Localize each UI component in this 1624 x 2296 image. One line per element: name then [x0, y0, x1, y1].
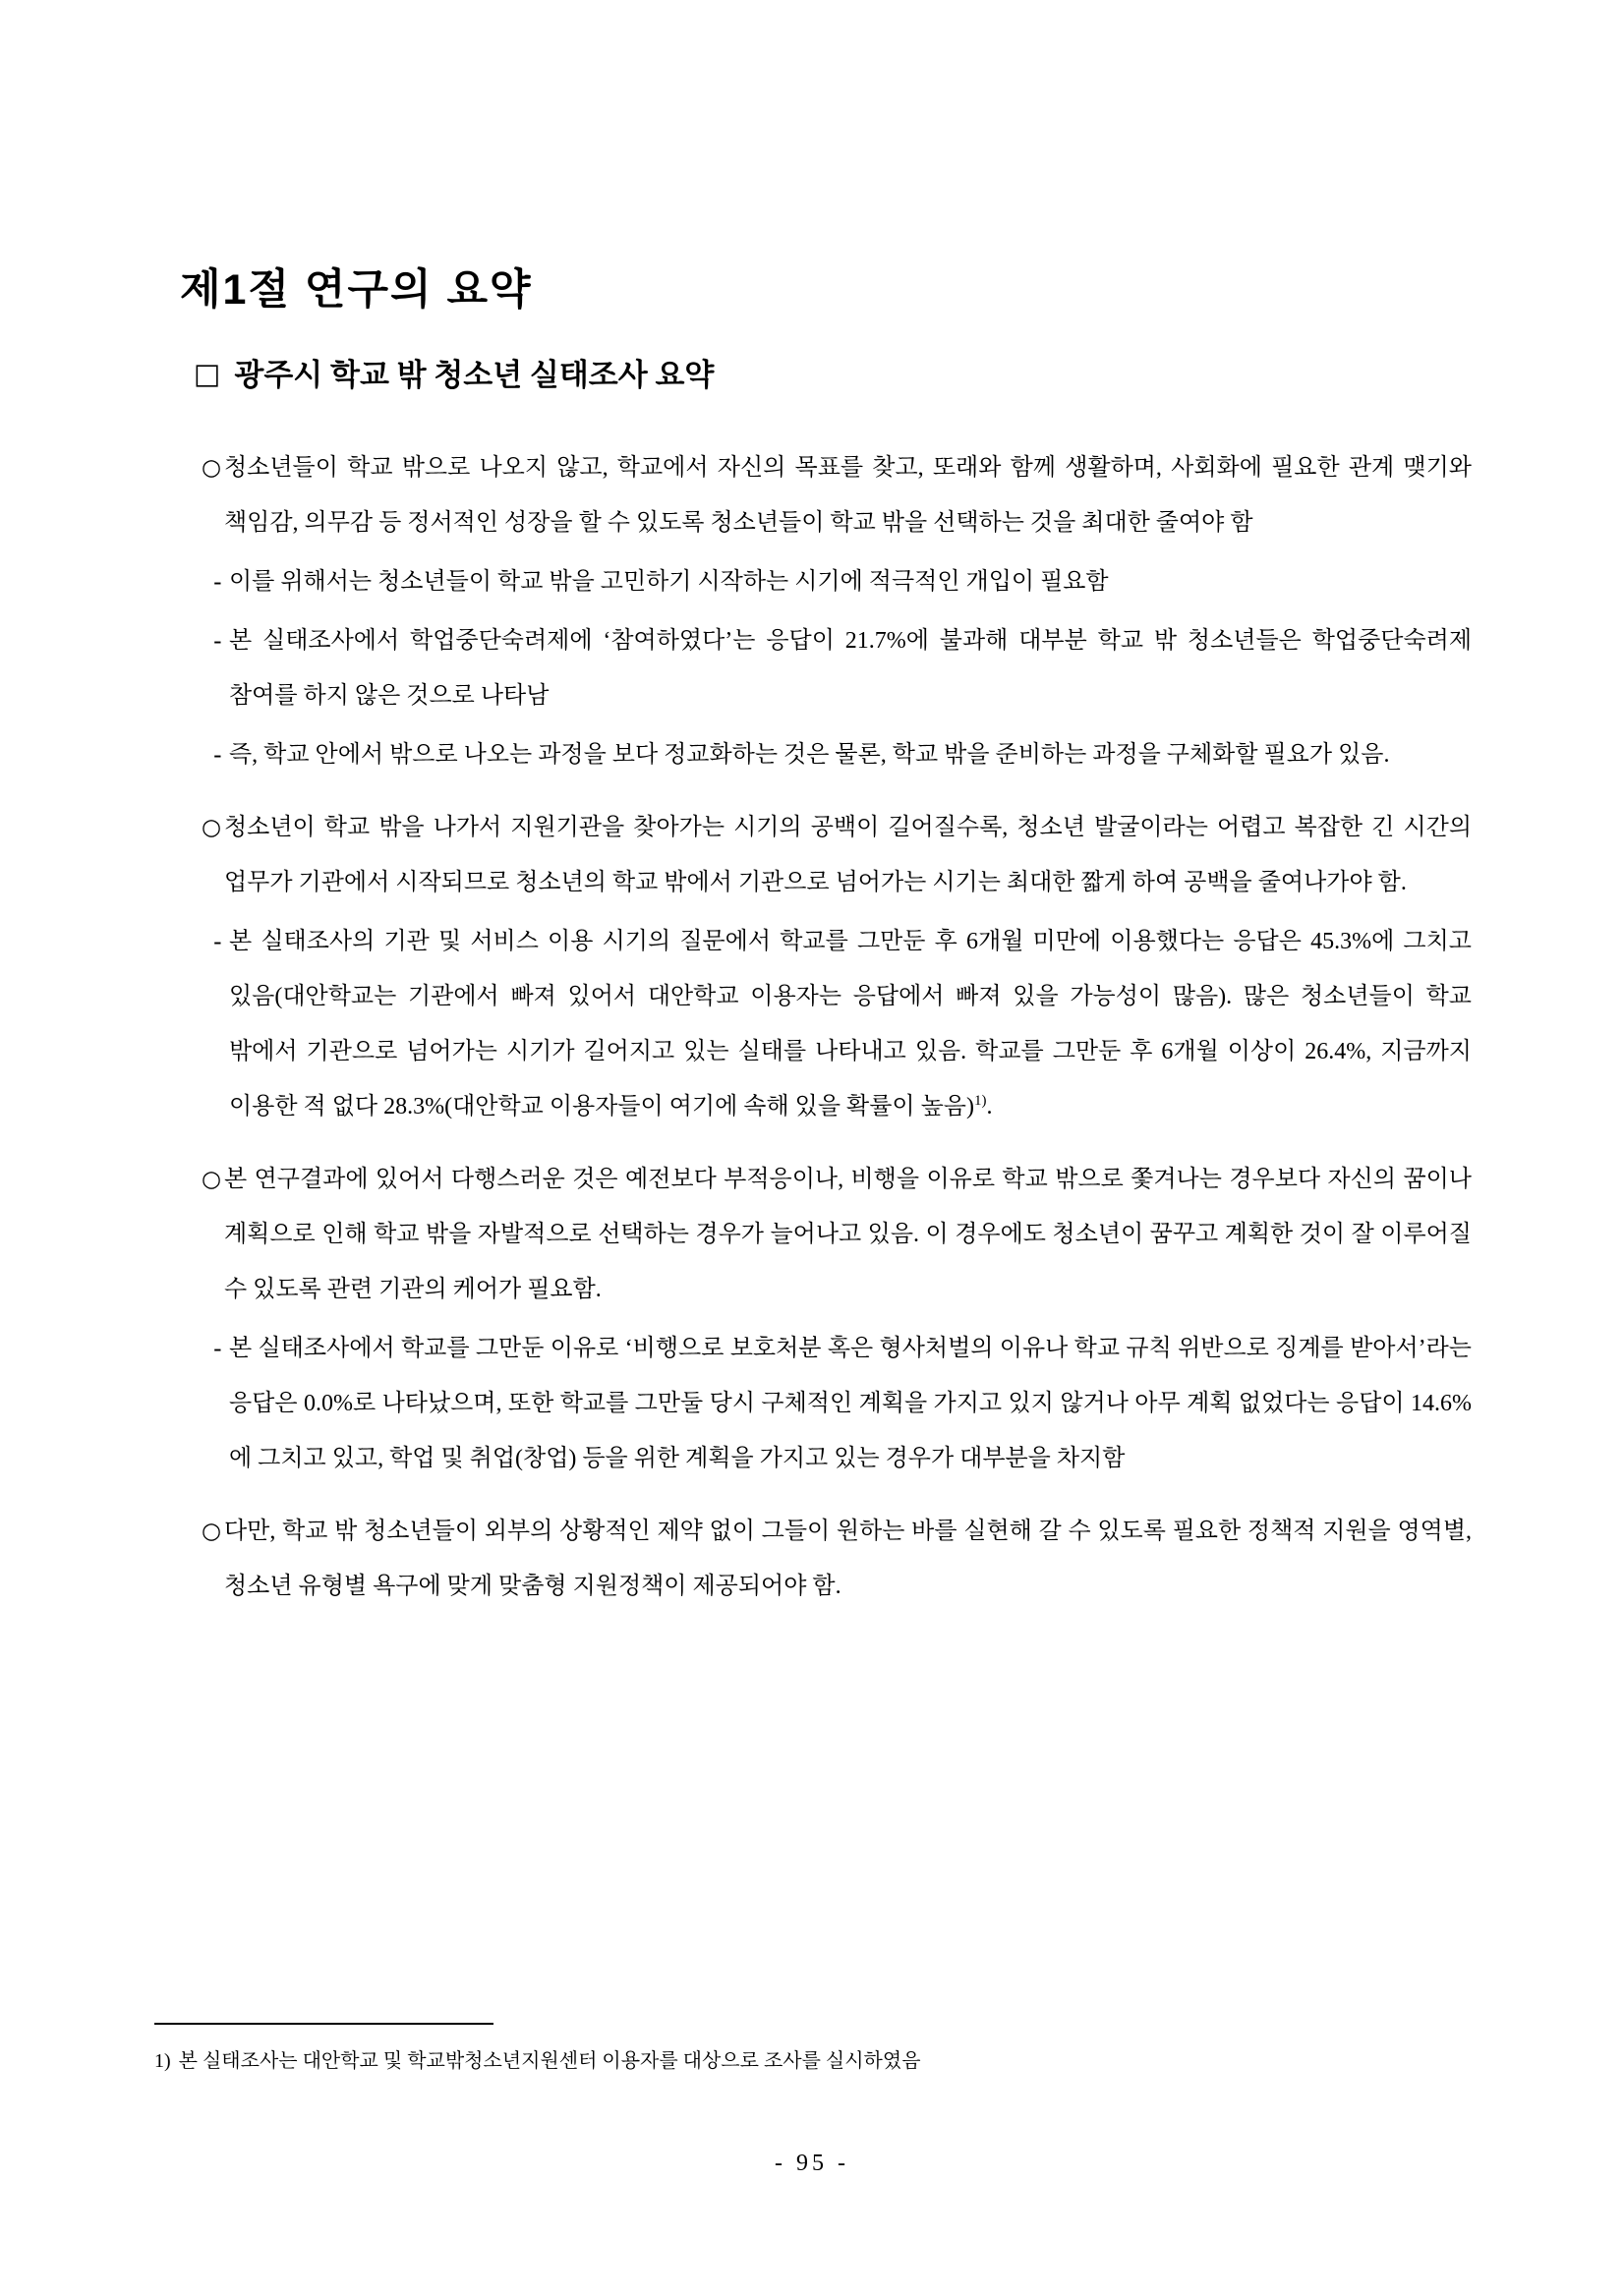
list-item [202, 1152, 1472, 1317]
bullet-text: 다만, 학교 밖 청소년들이 외부의 상황적인 제약 없이 그들이 원하는 바를 실현해 갈 수 있도록 필요한 정책적 지원을 영역별, 청소년 유형별 욕구에 맞게 맞춤형 지원정책이 제공되어야 함. [224, 1519, 1472, 1599]
footnote [154, 2046, 1472, 2076]
footnote-ref: 1) [973, 1093, 987, 1109]
page-title: 제1절 연구의 요약 [180, 265, 533, 314]
dash-bullet-icon: - [213, 928, 222, 955]
dash-bullet-icon: - [213, 568, 222, 596]
dash-bullet-icon: - [213, 741, 222, 769]
list-item [202, 554, 1472, 609]
list-item [202, 800, 1472, 910]
footnote-marker: 1) [154, 2050, 171, 2072]
dash-bullet-icon: - [213, 1335, 222, 1362]
list-item [202, 1321, 1472, 1486]
bullet-list [202, 440, 1472, 1614]
circle-bullet-icon: ○ [202, 1167, 222, 1192]
square-bullet-icon: □ [194, 357, 221, 390]
footnote-text: 본 실태조사는 대안학교 및 학교밖청소년지원센터 이용자를 대상으로 조사를 실시하였음 [178, 2050, 921, 2072]
bullet-text [229, 914, 1472, 1134]
circle-bullet-icon: ○ [202, 455, 222, 481]
list-item [202, 727, 1472, 782]
section-heading-text: 광주시 학교 밖 청소년 실태조사 요약 [234, 358, 715, 392]
section-heading [194, 350, 714, 394]
list-item [202, 914, 1472, 1134]
circle-bullet-icon: ○ [202, 1519, 222, 1544]
page-number: - 95 - [775, 2151, 849, 2176]
bullet-text: 이를 위해서는 청소년들이 학교 밖을 고민하기 시작하는 시기에 적극적인 개입이 필요함 [229, 569, 1109, 595]
footnote-separator [154, 2023, 493, 2025]
bullet-text: 본 연구결과에 있어서 다행스러운 것은 예전보다 부적응이나, 비행을 이유로 학교 밖으로 쫓겨나는 경우보다 자신의 꿈이나 계획으로 인해 학교 밖을 자발적으로 선택하는 경우가 늘어나고 있음. 이 경우에도 청소년이 꿈꾸고 계획한 것이 잘 이루어질 수 있도록 관련 기관의 케어가 필요함. [224, 1167, 1472, 1302]
list-item [202, 613, 1472, 723]
circle-bullet-icon: ○ [202, 815, 222, 840]
list-item [202, 440, 1472, 550]
bullet-text: 즉, 학교 안에서 밖으로 나오는 과정을 보다 정교화하는 것은 물론, 학교 밖을 준비하는 과정을 구체화할 필요가 있음. [229, 742, 1390, 768]
dash-bullet-icon: - [213, 627, 222, 655]
bullet-text: 청소년이 학교 밖을 나가서 지원기관을 찾아가는 시기의 공백이 길어질수록, 청소년 발굴이라는 어렵고 복잡한 긴 시간의 업무가 기관에서 시작되므로 청소년의 학교 밖에서 기관으로 넘어가는 시기는 최대한 짧게 하여 공백을 줄여나가야 함. [224, 815, 1472, 895]
bullet-text-main: 본 실태조사의 기관 및 서비스 이용 시기의 질문에서 학교를 그만둔 후 6개월 미만에 이용했다는 응답은 45.3%에 그치고 있음(대안학교는 기관에서 빠져 있어서 대안학교 이용자는 응답에서 빠져 있을 가능성이 많음). 많은 청소년들이 학교 밖에서 기관으로 넘어가는 시기가 길어지고 있는 실태를 나타내고 있음. 학교를 그만둔 후 6개월 이상이 26.4%, 지금까지 이용한 적 없다 28.3%(대안학교 이용자들이 여기에 속해 있을 확률이 높음) [229, 929, 1472, 1119]
bullet-text: 본 실태조사에서 학업중단숙려제에 ‘참여하였다’는 응답이 21.7%에 불과해 대부분 학교 밖 청소년들은 학업중단숙려제 참여를 하지 않은 것으로 나타남 [229, 628, 1472, 709]
bullet-text: 청소년들이 학교 밖으로 나오지 않고, 학교에서 자신의 목표를 찾고, 또래와 함께 생활하며, 사회화에 필요한 관계 맺기와 책임감, 의무감 등 정서적인 성장을 할 수 있도록 청소년들이 학교 밖을 선택하는 것을 최대한 줄여야 함 [224, 455, 1472, 536]
bullet-text: 본 실태조사에서 학교를 그만둔 이유로 ‘비행으로 보호처분 혹은 형사처벌의 이유나 학교 규칙 위반으로 징계를 받아서’라는 응답은 0.0%로 나타났으며, 또한 학교를 그만둘 당시 구체적인 계획을 가지고 있지 않거나 아무 계획 없었다는 응답이 14.6%에 그치고 있고, 학업 및 취업(창업) 등을 위한 계획을 가지고 있는 경우가 대부분을 차지함 [229, 1336, 1472, 1471]
bullet-text-tail: . [986, 1094, 993, 1119]
list-item [202, 1504, 1472, 1614]
